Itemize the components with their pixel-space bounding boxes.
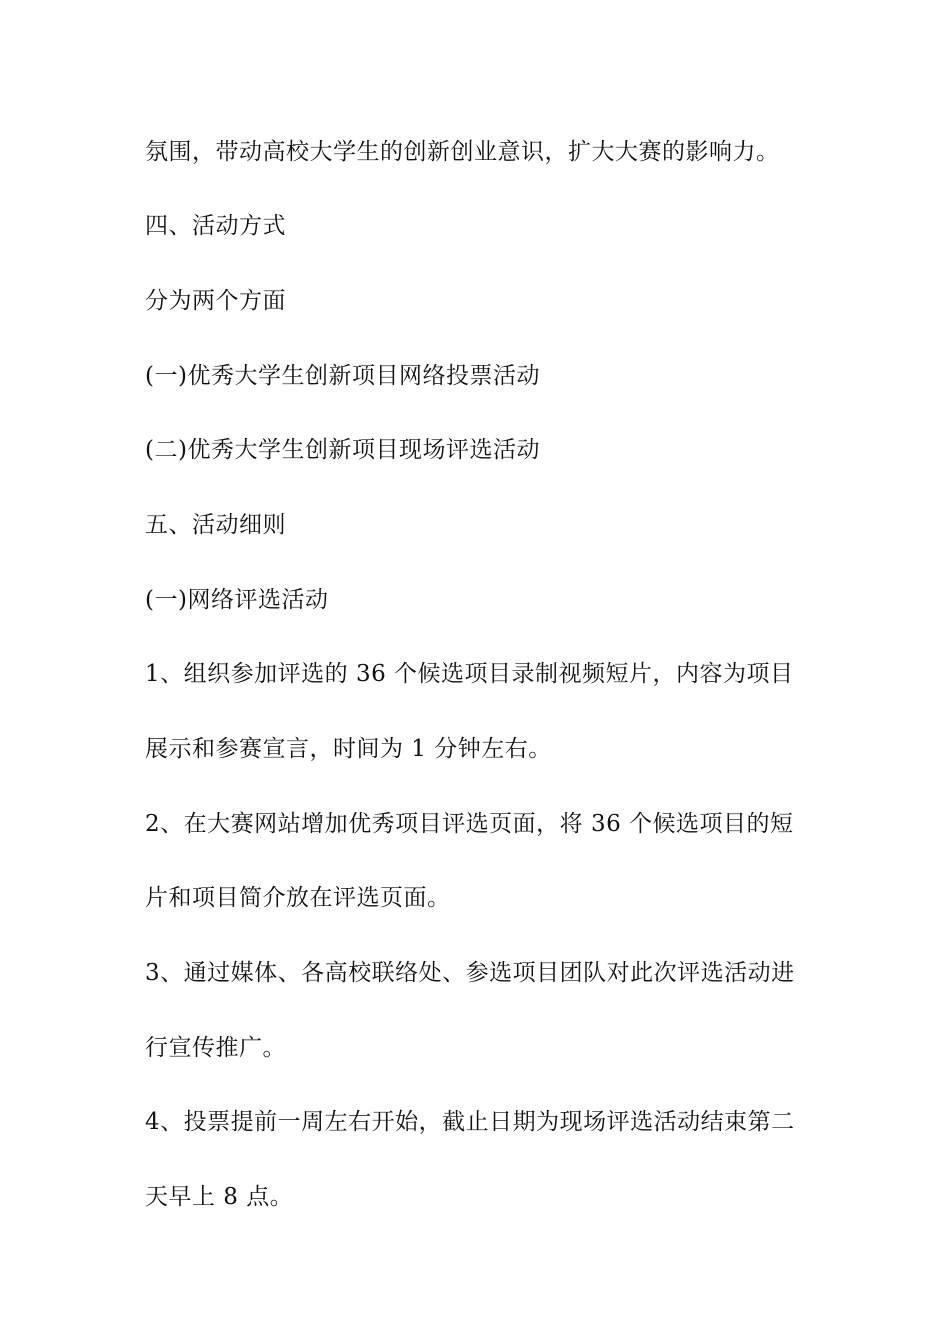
paragraph-line: 展示和参赛宣言，时间为 1 分钟左右。 xyxy=(145,736,552,762)
paragraph-line: 天早上 8 点。 xyxy=(145,1184,294,1210)
list-item: (一)优秀大学生创新项目网络投票活动 xyxy=(145,363,540,389)
subsection-heading: (一)网络评选活动 xyxy=(145,587,329,613)
paragraph-line: 氛围，带动高校大学生的创新创业意识，扩大大赛的影响力。 xyxy=(145,139,780,165)
paragraph-line: 1、组织参加评选的 36 个候选项目录制视频短片，内容为项目 xyxy=(145,661,794,687)
section-heading-activity-method: 四、活动方式 xyxy=(145,213,286,239)
paragraph-line: 3、通过媒体、各高校联络处、参选项目团队对此次评选活动进 xyxy=(145,960,795,986)
section-heading-activity-rules: 五、活动细则 xyxy=(145,512,286,538)
paragraph-line: 4、投票提前一周左右开始，截止日期为现场评选活动结束第二 xyxy=(145,1109,795,1135)
paragraph-line: 分为两个方面 xyxy=(145,288,286,314)
paragraph-line: 片和项目简介放在评选页面。 xyxy=(145,885,451,911)
paragraph-line: 行宣传推广。 xyxy=(145,1035,286,1061)
list-item: (二)优秀大学生创新项目现场评选活动 xyxy=(145,437,540,463)
paragraph-line: 2、在大赛网站增加优秀项目评选页面，将 36 个候选项目的短 xyxy=(145,811,794,837)
